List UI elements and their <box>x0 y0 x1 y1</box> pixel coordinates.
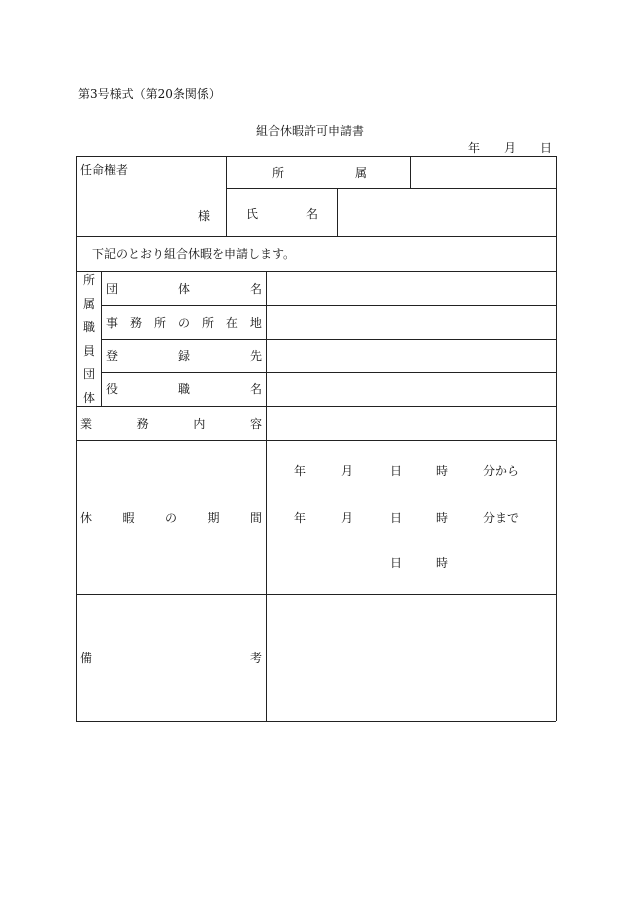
position-label: 役 職 名 <box>106 382 262 396</box>
to-month: 月 <box>341 511 354 525</box>
registration-field[interactable] <box>267 340 555 371</box>
form-number: 第3号様式（第20条関係） <box>78 87 221 101</box>
appointer-label: 任命権者 <box>80 163 129 177</box>
date-month: 月 <box>504 141 517 155</box>
duration-day: 日 <box>390 556 403 570</box>
leave-period-label: 休 暇 の 期 間 <box>80 511 262 525</box>
position-field[interactable] <box>267 373 555 405</box>
to-day: 日 <box>390 511 403 525</box>
affiliation-field[interactable] <box>411 157 555 188</box>
date-year: 年 <box>468 141 481 155</box>
work-content-field[interactable] <box>267 407 555 439</box>
group-name-field[interactable] <box>267 272 555 304</box>
office-address-label: 事 務 所 の 所 在 地 <box>106 316 262 330</box>
work-content-label: 業 務 内 容 <box>80 417 262 431</box>
to-minute: 分まで <box>483 511 520 525</box>
from-hour: 時 <box>436 464 449 478</box>
form-title: 組合休暇許可申請書 <box>256 124 365 138</box>
date-day: 日 <box>540 141 553 155</box>
office-address-field[interactable] <box>267 306 555 338</box>
from-day: 日 <box>390 464 403 478</box>
affiliation-label: 所 属 <box>272 166 367 180</box>
appointer-honorific: 様 <box>198 209 211 223</box>
from-year: 年 <box>294 464 307 478</box>
name-field[interactable] <box>338 189 555 236</box>
duration-hour: 時 <box>436 556 449 570</box>
from-minute: 分から <box>483 464 520 478</box>
remarks-label: 備 考 <box>80 651 262 665</box>
group-name-label: 団 体 名 <box>106 282 262 296</box>
union-group-label: 所 属 職 員 団 体 <box>82 273 95 405</box>
statement-text: 下記のとおり組合休暇を申請します。 <box>92 247 296 261</box>
remarks-field[interactable] <box>267 595 555 720</box>
name-label: 氏 名 <box>246 207 318 221</box>
to-hour: 時 <box>436 511 449 525</box>
to-year: 年 <box>294 511 307 525</box>
registration-label: 登 録 先 <box>106 349 262 363</box>
from-month: 月 <box>341 464 354 478</box>
